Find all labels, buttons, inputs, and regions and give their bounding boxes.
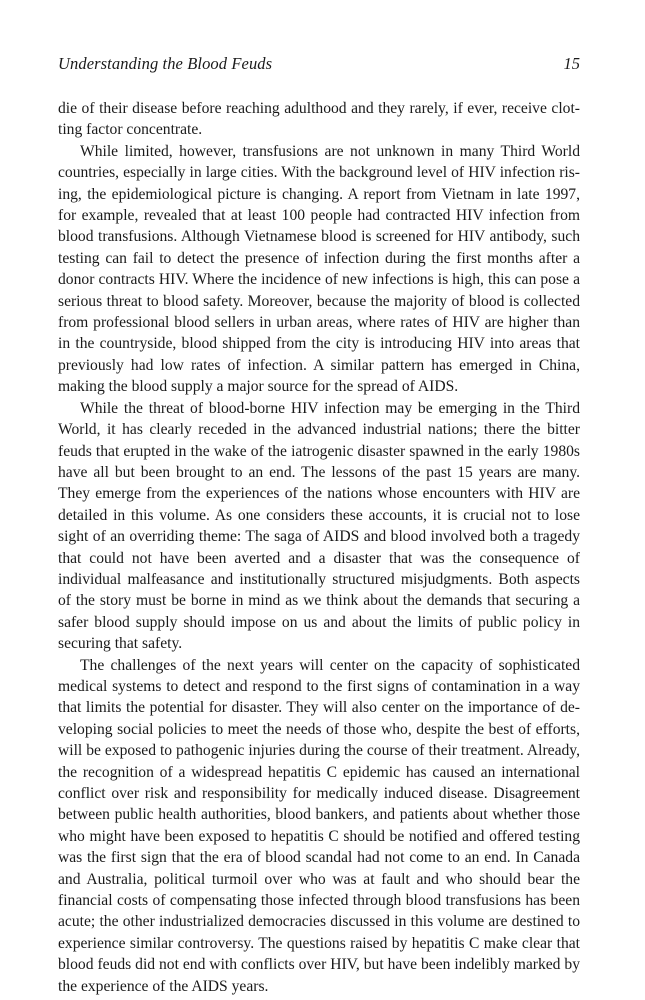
paragraph-transfusions: While limited, however, transfusions are not unknown in many Third World countries, especially in large cities. With the background level of HIV infection rising, the epidemiological picture is changing. A report from Vietnam in late 1997, for example, revealed that at least 100 people had contracted HIV infection from blood transfusions. Although Vietnamese blood is screened for HIV antibody, such testing can fail to detect the presence of infection during the first months after a donor contracts HIV. Where the incidence of new infections is high, this can pose a serious threat to blood safety. Moreover, because the majority of blood is collected from professional blood sellers in urban areas, where rates of HIV are higher than in the countryside, blood shipped from the city is introducing HIV into areas that previously had low rates of infection. A similar pattern has emerged in China, making the blood supply a major source for the spread of AIDS.: [58, 142, 580, 396]
paragraph-continued: die of their disease before reaching adulthood and they rarely, if ever, receive clotting factor concentrate.: [58, 100, 580, 139]
page-number: 15: [563, 54, 580, 73]
book-page: [58, 54, 580, 997]
body-text: [58, 98, 580, 997]
paragraph-threat: While the threat of blood-borne HIV infection may be emerging in the Third World, it has clearly receded in the advanced industrial nations; there the bitter feuds that erupted in the wake of the iatrogenic disaster spawned in the early 1980s have all but been brought to an end. The lessons of the past 15 years are many. They emerge from the experiences of the nations whose encounters with HIV are detailed in this volume. As one considers these accounts, it is crucial not to lose sight of an overriding theme: The saga of AIDS and blood involved both a tragedy that could not have been averted and a disaster that was the consequence of individual malfeasance and institutionally structured misjudgments. Both aspects of the story must be borne in mind as we think about the demands that securing a safer blood supply should impose on us and about the limits of public policy in securing that safety.: [58, 399, 580, 653]
paragraph-challenges: The challenges of the next years will center on the capacity of sophisticated medical systems to detect and respond to the first signs of contamination in a way that limits the potential for disaster. They will also center on the importance of developing social policies to meet the needs of those who, despite the best of efforts, will be exposed to pathogenic injuries during the course of their treatment. Already, the recognition of a widespread hepatitis C epidemic has caused an international conflict over risk and responsibility for medically induced disease. Disagreement between public health authorities, blood bankers, and patients about whether those who might have been exposed to hepatitis C should be notified and offered testing was the first sign that the era of blood scandal had not come to an end. In Canada and Australia, political turmoil over who was at fault and who should bear the financial costs of compensating those infected through blood transfusions has been acute; the other industrialized democracies discussed in this volume are destined to experience similar controversy. The questions raised by hepatitis C make clear that blood feuds did not end with conflicts over HIV, but have been indelibly marked by the experience of the AIDS years.: [58, 656, 580, 995]
page-header: [58, 54, 580, 84]
running-head: Understanding the Blood Feuds: [58, 54, 273, 73]
